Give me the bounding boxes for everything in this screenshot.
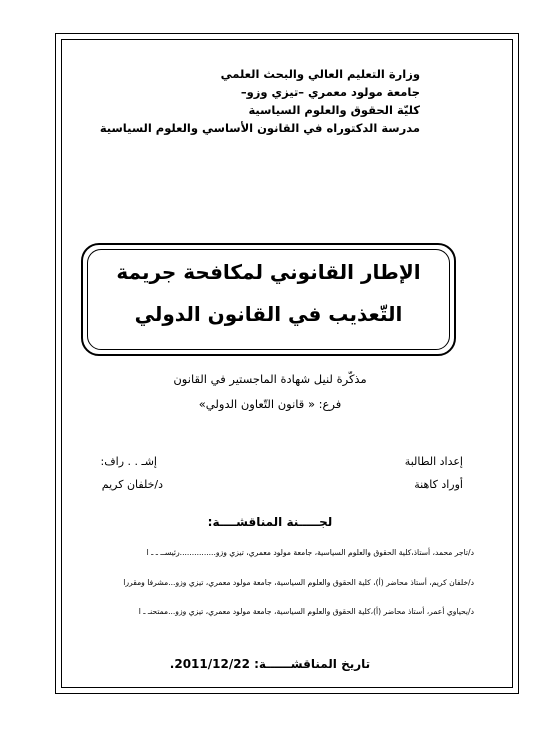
title-box — [87, 249, 450, 350]
title-line-1: الإطار القانوني لمكافحة جريمة — [116, 260, 421, 284]
ministry-name: وزارة التعليم العالي والبحث العلمي — [220, 67, 420, 81]
committee-title: لجـــــنة المناقشــــة: — [207, 515, 333, 529]
student-name: أوراد كاهنة — [414, 478, 463, 491]
degree-line: مذكّرة لنيل شهادة الماجستير في القانون — [173, 372, 367, 386]
defense-date: تاريخ المناقشــــــة: 2011/12/22. — [169, 657, 371, 671]
committee-member: د/خلفان كريم، أستاذ محاضر (أ)، كلية الحقوق والعلوم السياسية، جامعة مولود معمري، تيزي وزو...مشرفا ومقررا — [123, 578, 474, 587]
faculty-name: كليّة الحقوق والعلوم السياسية — [248, 103, 420, 117]
branch-line: فرع: « قانون التّعاون الدولي» — [198, 397, 342, 411]
committee-member: د/يحياوي أعمر، أستاذ محاضر (أ)،كلية الحقوق والعلوم السياسية، جامعة مولود معمري، تيزي وزو...ممتحنـ ـ ا — [138, 607, 474, 616]
university-name: جامعة مولود معمري –تيزي وزو– — [240, 85, 420, 99]
committee-member: د/تاجر محمد، أستاذ،كلية الحقوق والعلوم السياسية، جامعة مولود معمري، تيزي وزو...............رئيســ ـ ـ ا — [146, 548, 474, 557]
supervisor-label: إشـ . . راف: — [100, 455, 157, 468]
prepared-by-label: إعداد الطالبة — [404, 455, 463, 468]
doctoral-school-name: مدرسة الدكتوراه في القانون الأساسي والعلوم السياسية — [99, 121, 420, 135]
supervisor-name: د/خلفان كريم — [101, 478, 163, 491]
title-line-2: التّعذيب في القانون الدولي — [134, 302, 403, 326]
